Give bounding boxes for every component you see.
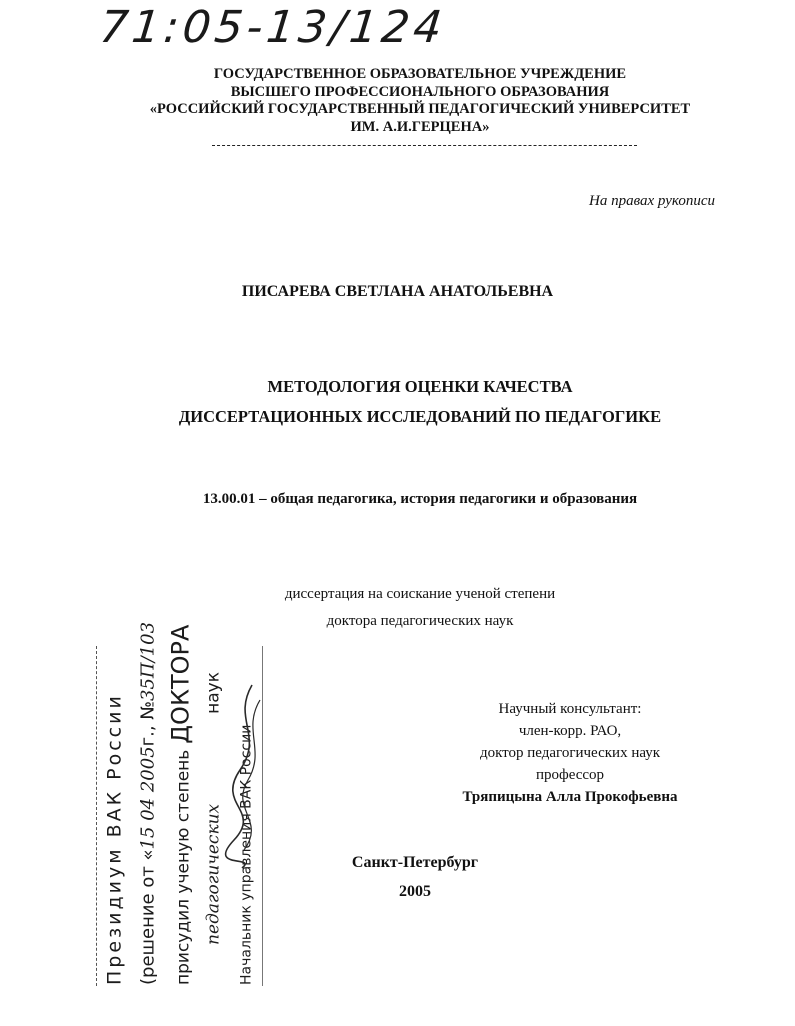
stamp-month: 04 (137, 797, 159, 821)
stamp-awarded: присудил ученую степень (173, 749, 194, 985)
stamp-decision-prefix: (решение от « (137, 849, 159, 985)
title-line-2: ДИССЕРТАЦИОННЫХ ИССЛЕДОВАНИЙ ПО ПЕДАГОГИКЕ (178, 407, 662, 426)
institution-line-3: «РОССИЙСКИЙ ГОСУДАРСТВЕННЫЙ ПЕДАГОГИЧЕСКИЙ УНИВЕРСИТЕТ (149, 101, 691, 117)
stamp-line-1: Президиум ВАК России (103, 693, 126, 985)
stamp-line-2 (132, 621, 165, 985)
year: 2005 (399, 883, 431, 900)
city: Санкт-Петербург (351, 854, 479, 871)
degree-line-2: доктора педагогических наук (326, 613, 514, 629)
institution-line-2: ВЫСШЕГО ПРОФЕССИОНАЛЬНОГО ОБРАЗОВАНИЯ (230, 83, 610, 100)
stamp-day: 15 (137, 826, 159, 850)
author-name: ПИСАРЕВА СВЕТЛАНА АНАТОЛЬЕВНА (241, 283, 554, 300)
title-line-1: МЕТОДОЛОГИЯ ОЦЕНКИ КАЧЕСТВА (267, 377, 573, 396)
institution-line-4: ИМ. А.И.ГЕРЦЕНА» (350, 118, 490, 135)
archive-code: 71:05-13/124 (97, 2, 449, 53)
degree-line-1: диссертация на соискание ученой степени (284, 586, 556, 602)
stamp-field: педагогических (203, 803, 224, 945)
degree-statement (0, 581, 795, 635)
stamp-number: 35П/103 (137, 621, 159, 701)
dissertation-title (0, 372, 795, 432)
institution-header (120, 66, 720, 136)
stamp-year: 2005 (137, 746, 159, 793)
header-divider (212, 145, 637, 146)
consultant-line-3: профессор (535, 767, 605, 783)
specialty-code: 13.00.01 – общая педагогика, история педагогики и образования (202, 491, 638, 507)
scientific-consultant (425, 698, 715, 808)
consultant-line-2: доктор педагогических наук (479, 745, 661, 761)
stamp-line-3 (165, 624, 198, 985)
stamp-line-5: Начальник управления ВАК России (238, 724, 255, 985)
stamp-number-label: г., № (137, 701, 159, 747)
signature-scribble (222, 680, 270, 870)
consultant-heading: Научный консультант: (498, 701, 642, 717)
consultant-name: Тряпицына Алла Прокофьевна (462, 789, 678, 805)
institution-line-1: ГОСУДАРСТВЕННОЕ ОБРАЗОВАТЕЛЬНОЕ УЧРЕЖДЕНИЕ (213, 66, 627, 82)
stamp-degree: ДОКТОРА (166, 624, 195, 744)
manuscript-note: На правах рукописи (589, 193, 715, 209)
consultant-line-1: член-корр. РАО, (518, 723, 622, 739)
place-and-year (330, 848, 500, 906)
stamp-field-suffix: наук (203, 671, 224, 714)
